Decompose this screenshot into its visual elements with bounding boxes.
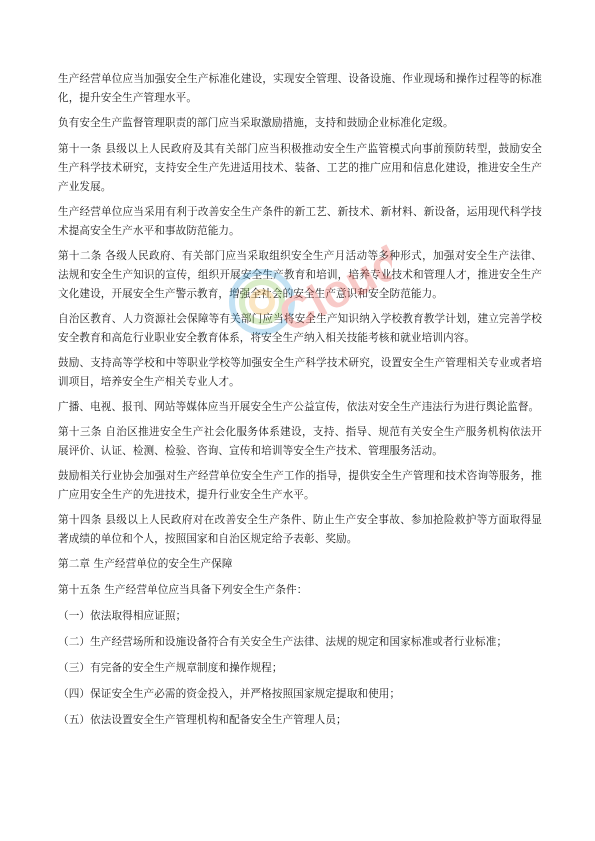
article-12: 第十二条 各级人民政府、有关部门应当采取组织安全生产月活动等多种形式，加强对安全生产法律、法规和安全生产知识的宣传，组织开展安全生产教育和培训，培养专业技术和管理人才，推进安全生产文化建设，开展安全生产警示教育，增强全社会的安全生产意识和安全防范能力。	[58, 250, 542, 300]
list-item: （三）有完备的安全生产规章制度和操作规程；	[58, 662, 283, 674]
article-14: 第十四条 县级以上人民政府对在改善安全生产条件、防止生产安全事故、参加抢险救护等方面取得显著成绩的单位和个人，按照国家和自治区规定给予表彰、奖励。	[58, 514, 542, 545]
article-15: 第十五条 生产经营单位应当具备下列安全生产条件：	[58, 584, 308, 596]
list-item: （一）依法取得相应证照；	[58, 610, 187, 622]
list-item: （二）生产经营场所和设施设备符合有关安全生产法律、法规的规定和国家标准或者行业标准；	[58, 636, 508, 648]
paragraph: 鼓励相关行业协会加强对生产经营单位安全生产工作的指导，提供安全生产管理和技术咨询等服务，推广应用安全生产的先进技术，提升行业安全生产水平。	[58, 470, 542, 501]
paragraph: 鼓励、支持高等学校和中等职业学校等加强安全生产科学技术研究，设置安全生产管理相关专业或者培训项目，培养安全生产相关专业人才。	[58, 357, 542, 388]
article-11: 第十一条 县级以上人民政府及其有关部门应当积极推动安全生产监管模式向事前预防转型，鼓励安全生产科学技术研究，支持安全生产先进适用技术、装备、工艺的推广应用和信息化建设，推进安全生产产业发展。	[58, 143, 542, 193]
list-item: （五）依法设置安全生产管理机构和配备安全生产管理人员；	[58, 714, 347, 726]
watermark-text: Cloud	[270, 235, 392, 343]
paragraph: 负有安全生产监督管理职责的部门应当采取激励措施，支持和鼓励企业标准化定级。	[58, 117, 454, 129]
paragraph: 自治区教育、人力资源社会保障等有关部门应当将安全生产知识纳入学校教育教学计划，建立完善学校安全教育和高危行业职业安全教育体系，将安全生产纳入相关技能考核和就业培训内容。	[58, 313, 542, 344]
document-body	[58, 70, 542, 737]
chapter-heading: 第二章 生产经营单位的安全生产保障	[58, 558, 233, 570]
paragraph: 广播、电视、报刊、网站等媒体应当开展安全生产公益宣传，依法对安全生产违法行为进行舆论监督。	[58, 401, 540, 413]
paragraph: 生产经营单位应当加强安全生产标准化建设，实现安全管理、设备设施、作业现场和操作过程等的标准化，提升安全生产管理水平。	[58, 73, 542, 104]
paragraph: 生产经营单位应当采用有利于改善安全生产条件的新工艺、新技术、新材料、新设备，运用现代科学技术提高安全生产水平和事故防范能力。	[58, 206, 542, 237]
list-item: （四）保证安全生产必需的资金投入，并严格按照国家规定提取和使用；	[58, 688, 401, 700]
article-13: 第十三条 自治区推进安全生产社会化服务体系建设，支持、指导、规范有关安全生产服务机构依法开展评价、认证、检测、检验、咨询、宣传和培训等安全生产技术、管理服务活动。	[58, 426, 542, 457]
